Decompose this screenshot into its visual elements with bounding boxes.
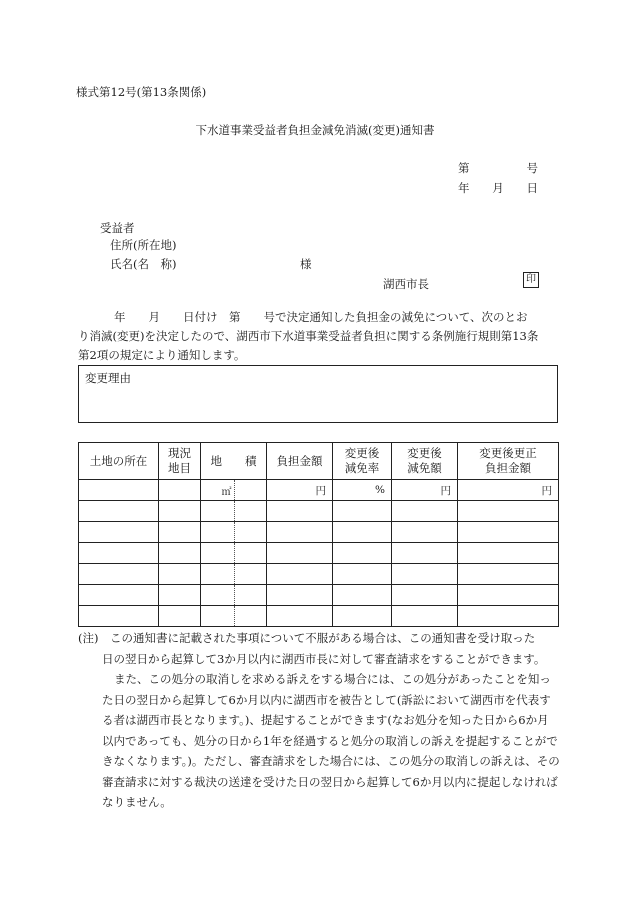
table-cell[interactable] xyxy=(79,501,159,522)
header-land-category: 現況 地目 xyxy=(159,443,201,480)
table-row xyxy=(79,522,559,543)
unit-yen[interactable]: 円 xyxy=(267,480,333,501)
area-divider xyxy=(234,585,235,605)
table-cell[interactable] xyxy=(333,501,392,522)
table-cell[interactable] xyxy=(458,585,559,606)
table-cell[interactable] xyxy=(392,585,458,606)
table-cell[interactable] xyxy=(392,501,458,522)
area-divider xyxy=(234,606,235,626)
table-cell[interactable] xyxy=(267,522,333,543)
name-label: 氏名(名 称) xyxy=(110,257,177,271)
area-cell[interactable] xyxy=(201,585,267,606)
area-divider xyxy=(234,564,235,584)
table-cell[interactable] xyxy=(79,543,159,564)
document-number-line xyxy=(458,160,538,176)
table-cell[interactable] xyxy=(267,543,333,564)
table-cell[interactable] xyxy=(458,543,559,564)
table-row xyxy=(79,606,559,627)
table-cell[interactable] xyxy=(159,480,201,501)
table-cell[interactable] xyxy=(333,585,392,606)
note-paragraph-1: 日の翌日から起算して3か月以内に湖西市長に対して審査請求をすることができます。 xyxy=(102,651,546,666)
area-cell[interactable] xyxy=(201,501,267,522)
table-cell[interactable] xyxy=(267,585,333,606)
table-cell[interactable] xyxy=(267,564,333,585)
table-cell[interactable] xyxy=(392,543,458,564)
unit-percent[interactable]: % xyxy=(333,480,392,501)
table-cell[interactable] xyxy=(159,501,201,522)
change-reason-box[interactable] xyxy=(78,365,558,423)
table-cell[interactable] xyxy=(79,522,159,543)
unit-sqm: ㎡ xyxy=(221,487,232,498)
table-cell[interactable] xyxy=(267,501,333,522)
table-cell[interactable] xyxy=(333,564,392,585)
area-divider xyxy=(234,522,235,542)
table-cell[interactable] xyxy=(79,585,159,606)
area-cell[interactable] xyxy=(201,606,267,627)
honorific-sama: 様 xyxy=(300,257,312,271)
table-cell[interactable] xyxy=(159,564,201,585)
unit-yen[interactable]: 円 xyxy=(458,480,559,501)
header-new-reduction-amount: 変更後 減免額 xyxy=(392,443,458,480)
notice-line-2: り消滅(変更)を決定したので、湖西市下水道事業受益者負担に関する条例施行規則第13条 xyxy=(78,329,539,343)
header-new-corrected-charge: 変更後更正 負担金額 xyxy=(458,443,559,480)
area-divider xyxy=(234,543,235,563)
table-row xyxy=(79,480,559,501)
area-cell[interactable] xyxy=(201,543,267,564)
table-cell[interactable] xyxy=(333,543,392,564)
area-cell[interactable] xyxy=(201,564,267,585)
seal-stamp: 印 xyxy=(523,272,539,288)
recipient-label: 受益者 xyxy=(100,221,135,235)
table-cell[interactable] xyxy=(159,606,201,627)
notice-line-3: 第2項の規定により通知します。 xyxy=(78,348,246,362)
table-cell[interactable] xyxy=(79,480,159,501)
table-cell[interactable] xyxy=(159,543,201,564)
change-reason-label: 変更理由 xyxy=(85,371,131,385)
table-row xyxy=(79,564,559,585)
issuer-mayor: 湖西市長 xyxy=(383,277,429,291)
table-cell[interactable] xyxy=(392,522,458,543)
note-paragraph-2: また、この処分の取消しを求める訴えをする場合には、この処分があったことを知った日の翌日から起算して6か月以内に湖西市を被告として(訴訟において湖西市を代表する者は湖西市長となります。)、提起することができます(なお処分を知った日から6か月以内であっても、処分の日から1年を経過すると処分の取消しの訴えを提起することができなくなります。)。ただし、審査請求をした場合には、この処分の取消しの訴えは、その審査請求に対する裁決の送達を受けた日の翌日から起算して6か月以内に提起しなければなりません。 xyxy=(102,672,560,809)
header-new-reduction-rate: 変更後 減免率 xyxy=(333,443,392,480)
table-cell[interactable] xyxy=(458,564,559,585)
table-row xyxy=(79,585,559,606)
table-cell[interactable] xyxy=(458,606,559,627)
area-divider xyxy=(234,480,235,500)
table-row xyxy=(79,543,559,564)
document-title: 下水道事業受益者負担金減免消滅(変更)通知書 xyxy=(195,123,435,137)
table-cell[interactable] xyxy=(392,564,458,585)
month-label: 月 xyxy=(492,181,504,195)
table-header-row xyxy=(79,443,559,480)
table-cell[interactable] xyxy=(267,606,333,627)
land-charge-table xyxy=(78,442,559,627)
date-line xyxy=(458,180,538,196)
header-area: 地 積 xyxy=(201,443,267,480)
unit-yen[interactable]: 円 xyxy=(392,480,458,501)
table-cell[interactable] xyxy=(159,522,201,543)
area-cell[interactable] xyxy=(201,480,267,501)
note-lead: (注) この通知書に記載された事項について不服がある場合は、この通知書を受け取った xyxy=(78,631,536,645)
go-label: 号 xyxy=(526,161,538,175)
table-cell[interactable] xyxy=(159,585,201,606)
table-cell[interactable] xyxy=(392,606,458,627)
area-divider xyxy=(234,501,235,521)
table-cell[interactable] xyxy=(458,522,559,543)
area-cell[interactable] xyxy=(201,522,267,543)
table-cell[interactable] xyxy=(333,606,392,627)
table-cell[interactable] xyxy=(333,522,392,543)
form-number: 様式第12号(第13条関係) xyxy=(76,85,207,99)
year-label: 年 xyxy=(458,181,470,195)
table-cell[interactable] xyxy=(458,501,559,522)
note-section xyxy=(78,628,560,813)
header-land-location: 土地の所在 xyxy=(79,443,159,480)
notice-line-1: 年 月 日付け 第 号で決定通知した負担金の減免について、次のとお xyxy=(114,310,528,324)
address-label: 住所(所在地) xyxy=(110,238,177,252)
table-cell[interactable] xyxy=(79,606,159,627)
notice-paragraph xyxy=(78,308,558,365)
dai-label: 第 xyxy=(458,161,470,175)
table-row xyxy=(79,501,559,522)
header-charge-amount: 負担金額 xyxy=(267,443,333,480)
table-cell[interactable] xyxy=(79,564,159,585)
day-label: 日 xyxy=(526,181,538,195)
